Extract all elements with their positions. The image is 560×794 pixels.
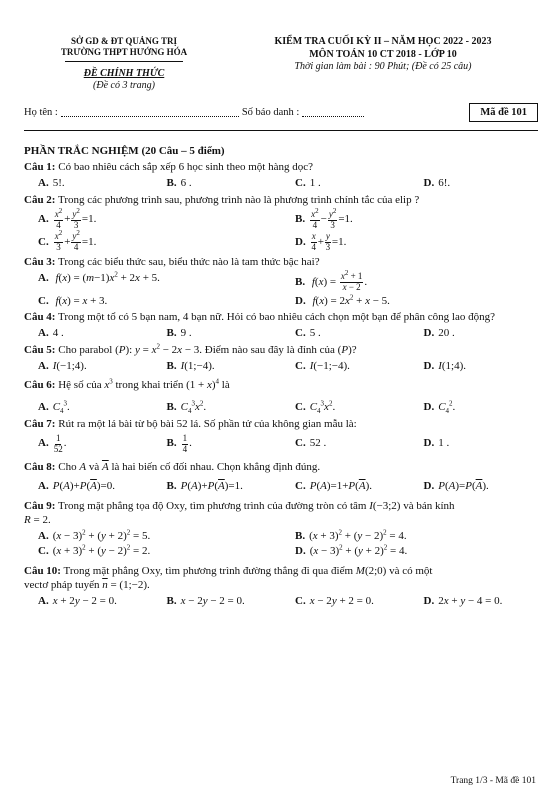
question-text: Trong các biểu thức sau, biểu thức nào là tam thức bậc hai?	[58, 256, 320, 269]
question-5: Câu 5: Cho parabol (P): $y = x^2 - 2x - 3$. Điểm nào sau đây là đỉnh của (P)?	[24, 342, 357, 356]
option-c[interactable]: C. f(x) = x + 3.	[38, 294, 108, 307]
exam-header	[24, 36, 538, 93]
option-a[interactable]: A. I(−1;4).	[38, 359, 87, 372]
options-9-row-1	[24, 527, 538, 544]
option-d[interactable]: D. I(1;4).	[423, 359, 467, 372]
name-field	[61, 107, 239, 117]
option-a[interactable]: A. 4 .	[38, 327, 64, 340]
options-4	[24, 327, 538, 341]
page-footer: Trang 1/3 - Mã đề 101	[450, 776, 536, 786]
option-b[interactable]: B. $\frac{1}{4}$ .	[166, 432, 192, 454]
header-divider	[24, 130, 538, 131]
school-block	[24, 36, 224, 93]
question-9: Câu 9: Trong mặt phẳng tọa độ Oxy, tìm phương trình của đường tròn có tâm I(−3;2) và bán kính R = 2.	[24, 500, 455, 526]
option-b[interactable]: B. $(x + 3)^2 + (y - 2)^2 = 4$.	[295, 527, 407, 542]
option-a[interactable]: A. $C_4^3$.	[38, 399, 70, 416]
options-6	[24, 401, 538, 415]
department-name: SỞ GD & ĐT QUẢNG TRỊ	[71, 36, 177, 46]
section-title: PHẦN TRẮC NGHIỆM (20 Câu – 5 điểm)	[24, 144, 225, 157]
school-name: TRƯỜNG THPT HƯỚNG HÓA	[60, 47, 188, 58]
option-b[interactable]: B. f(x) = $\frac{x^2 + 1}{x - 2}$ .	[295, 268, 368, 292]
id-field	[302, 107, 364, 117]
option-c[interactable]: C. I(−1;−4).	[295, 359, 350, 372]
option-a[interactable]: A. 5!.	[38, 177, 65, 190]
options-9-row-2	[24, 545, 538, 559]
id-label: Số báo danh :	[241, 106, 300, 118]
options-2-row-1	[24, 206, 538, 231]
question-number: Câu 2:	[24, 193, 56, 206]
header-rule	[65, 61, 183, 62]
question-number: Câu 4:	[24, 311, 56, 324]
question-number: Câu 3:	[24, 256, 56, 269]
option-d[interactable]: D. $f(x) = 2x^2 + x - 5$.	[295, 293, 390, 307]
options-5	[24, 360, 538, 374]
option-d[interactable]: D. 6!.	[423, 177, 451, 190]
option-b[interactable]: B. x − 2y − 2 = 0.	[166, 594, 245, 607]
options-3-row-2	[24, 295, 538, 309]
question-number: Câu 7:	[24, 417, 56, 430]
option-a[interactable]: A. $\frac{x^2}{4}$ + $\frac{y^2}{3}$ =1.	[38, 206, 97, 230]
option-a[interactable]: A. x + 2y − 2 = 0.	[38, 594, 117, 607]
question-text: Trong một tổ có 5 bạn nam, 4 bạn nữ. Hỏi có bao nhiêu cách chọn một bạn để phân công lao động?	[58, 311, 495, 324]
option-d[interactable]: D. 1 .	[423, 437, 450, 450]
official-label: ĐỀ CHÍNH THỨC	[83, 67, 165, 79]
options-8	[24, 480, 538, 494]
options-2-row-2	[24, 229, 538, 253]
option-a[interactable]: A. $(x - 3)^2 + (y + 2)^2 = 5$.	[38, 527, 151, 542]
option-b[interactable]: B. 6 .	[166, 177, 192, 190]
option-c[interactable]: C. 1 .	[295, 177, 321, 190]
question-4	[24, 311, 538, 325]
question-text: Có bao nhiêu cách sắp xếp 6 học sinh theo một hàng dọc?	[58, 161, 314, 174]
option-a[interactable]: A. $P(A)+P(\overline{A})=0$.	[38, 480, 115, 493]
question-text: Rút ra một lá bài từ bộ bài 52 lá. Số phần tử của không gian mẫu là:	[58, 417, 357, 430]
option-d[interactable]: D. $P(A)=P(\overline{A})$.	[423, 480, 489, 493]
subject-title: MÔN TOÁN 10 CT 2018 - LỚP 10	[309, 48, 457, 60]
question-1	[24, 161, 538, 175]
option-c[interactable]: C. 5 .	[295, 327, 321, 340]
question-number: Câu 8:	[24, 460, 56, 473]
page-count: (Đề có 3 trang)	[93, 80, 155, 91]
options-1	[24, 177, 538, 191]
question-3	[24, 256, 538, 270]
question-number: Câu 1:	[24, 161, 56, 174]
option-b[interactable]: B. $P(A)+P(\overline{A})=1$.	[166, 480, 243, 493]
options-10	[24, 595, 538, 609]
exam-title: KIỂM TRA CUỐI KỲ II – NĂM HỌC 2022 - 2023	[274, 36, 492, 47]
option-b[interactable]: B. I(1;−4).	[166, 359, 215, 372]
question-10: Câu 10: Trong mặt phẳng Oxy, tìm phương trình đường thẳng đi qua điểm M(2;0) và có một vectơ pháp tuyến $\overline{n}$ = (1;−2).	[24, 565, 433, 591]
question-number: Câu 5:	[24, 343, 56, 356]
option-c[interactable]: C. x − 2y + 2 = 0.	[295, 594, 374, 607]
options-7	[24, 434, 538, 455]
option-c[interactable]: C. $(x + 3)^2 + (y - 2)^2 = 2$.	[38, 543, 151, 558]
question-number: Câu 9:	[24, 500, 56, 512]
question-text: Trong các phương trình sau, phương trình nào là phương trình chính tắc của elip ?	[58, 193, 420, 206]
duration-text: Thời gian làm bài : 90 Phút; (Đề có 25 câu)	[294, 61, 472, 72]
exam-page	[24, 36, 538, 608]
exam-title-block	[228, 36, 538, 93]
option-c[interactable]: C. $\frac{x^2}{3}$ + $\frac{y^2}{4}$ =1.	[38, 229, 97, 253]
question-number: Câu 10:	[24, 565, 61, 577]
question-6: Câu 6: Hệ số của $x^3$ trong khai triển $(1 + x)^4$ là	[24, 377, 230, 392]
option-d[interactable]: D. $\frac{x}{4}$ + $\frac{y}{3}$ =1.	[295, 231, 347, 253]
options-3-row-1	[24, 268, 538, 293]
option-b[interactable]: B. $\frac{x^2}{4}$ − $\frac{y^2}{3}$ =1.	[295, 206, 353, 230]
exam-code-box: Mã đề 101	[469, 103, 538, 122]
option-d[interactable]: D. $C_4^2$.	[423, 399, 456, 416]
option-d[interactable]: D. $(x - 3)^2 + (y + 2)^2 = 4$.	[295, 543, 408, 558]
option-b[interactable]: B. $C_4^3x^2$.	[166, 399, 207, 416]
option-b[interactable]: B. 9 .	[166, 327, 192, 340]
option-d[interactable]: D. 20 .	[423, 327, 455, 340]
option-a[interactable]: A. $\frac{1}{52}$ .	[38, 432, 67, 454]
option-c[interactable]: C. $P(A)=1+P(\overline{A})$.	[295, 480, 372, 493]
name-label: Họ tên :	[24, 106, 58, 118]
option-c[interactable]: C. $C_4^3x^2$.	[295, 399, 336, 416]
question-number: Câu 6:	[24, 379, 56, 392]
option-a[interactable]: A. $f(x) = (m-1)x^2 + 2x + 5$.	[38, 270, 160, 284]
option-c[interactable]: C. 52 .	[295, 437, 327, 450]
question-8: Câu 8: Cho A và $\overline{A}$ là hai biến cố đối nhau. Chọn khẳng định đúng.	[24, 460, 321, 473]
student-info-row	[24, 103, 538, 122]
question-2	[24, 194, 538, 208]
question-7	[24, 418, 538, 432]
option-d[interactable]: D. 2x + y − 4 = 0.	[423, 594, 503, 607]
